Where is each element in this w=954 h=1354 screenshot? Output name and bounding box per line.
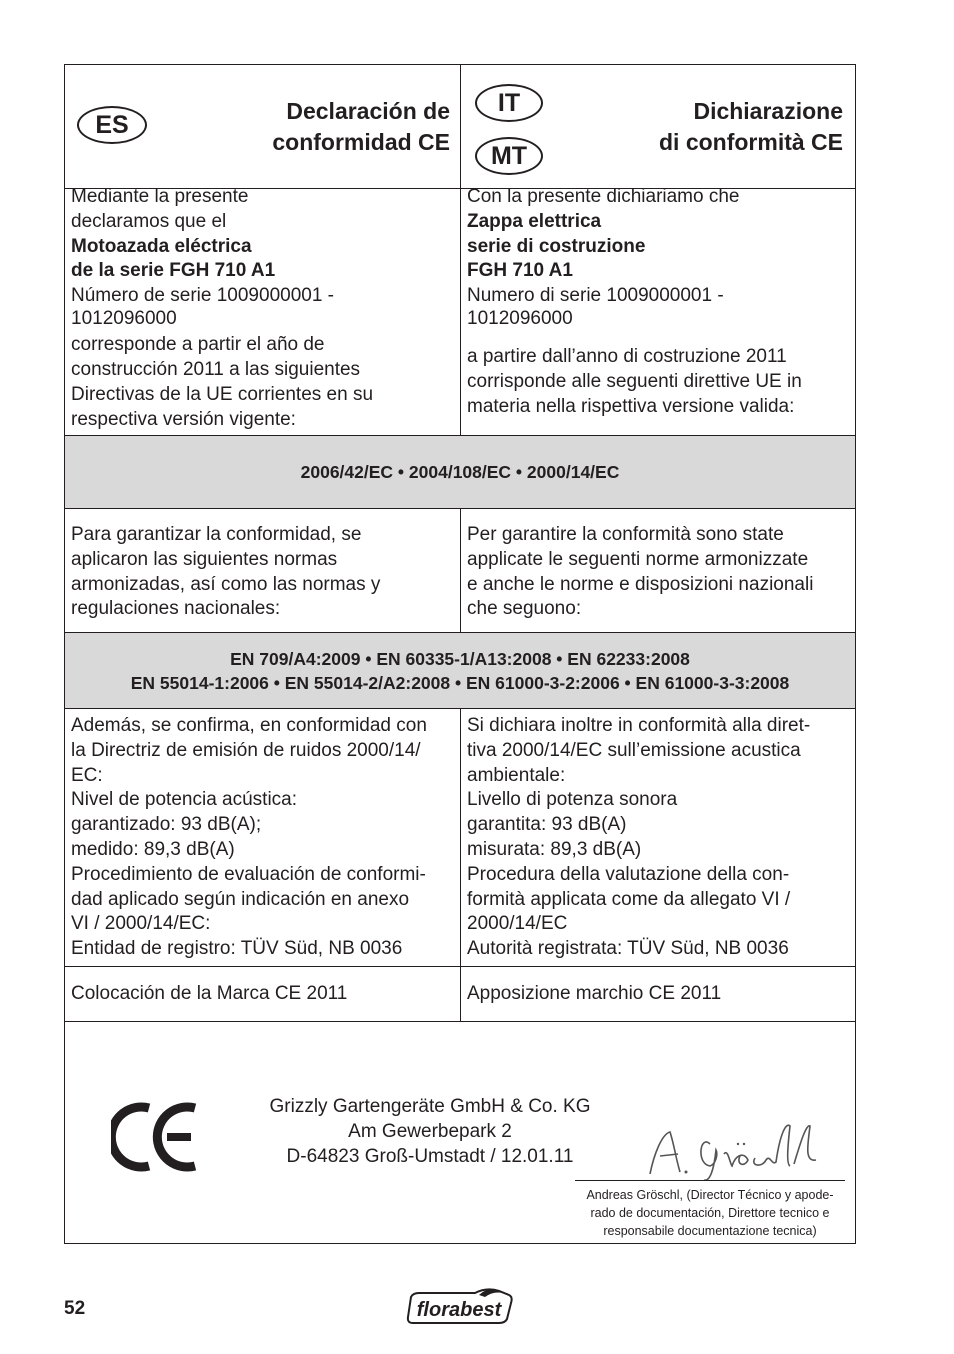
intro-it-line: Con la presente dichiariamo che bbox=[467, 186, 740, 207]
intro-row bbox=[65, 186, 855, 436]
noise-it-line: misurata: 89,3 dB(A) bbox=[467, 838, 642, 860]
ce-mark-row bbox=[65, 967, 855, 1022]
lang-badge-mt: MT bbox=[475, 137, 543, 175]
intro-es-rest: respectiva versión vigente: bbox=[71, 408, 296, 430]
florabest-logo bbox=[405, 1287, 515, 1325]
ce-mark-it bbox=[461, 967, 855, 1021]
noise-it bbox=[461, 709, 855, 966]
norms-intro-es-line: aplicaron las siguientes normas bbox=[71, 548, 338, 570]
ce-mark-it-text: Apposizione marchio CE 2011 bbox=[467, 983, 722, 1004]
norms-intro-es-line: regulaciones nacionales: bbox=[71, 598, 281, 620]
intro-es-line: Mediante la presente bbox=[71, 186, 249, 207]
florabest-logo-shape bbox=[405, 1287, 515, 1325]
title-it-line-2: di conformità CE bbox=[658, 129, 843, 155]
noise-it-line: ambientale: bbox=[467, 764, 566, 786]
intro-it bbox=[461, 186, 855, 435]
intro-es-rest: corresponde a partir el año de bbox=[71, 334, 325, 356]
norms-intro-it-line: e anche le norme e disposizioni nazionali bbox=[467, 573, 814, 595]
noise-it-line: Si dichiara inoltre in conformità alla diret- bbox=[467, 715, 811, 736]
norms-intro-es bbox=[65, 509, 461, 632]
brand-name: florabest bbox=[416, 1299, 502, 1321]
noise-es-line: Procedimiento de evaluación de conformi- bbox=[71, 863, 426, 885]
title-es-line-1: Declaración de bbox=[286, 98, 450, 124]
noise-es-line: garantizado: 93 dB(A); bbox=[71, 814, 262, 836]
noise-it-line: Autorità registrata: TÜV Süd, NB 0036 bbox=[467, 938, 789, 960]
norms-intro-it bbox=[461, 509, 855, 632]
noise-it-line: 2000/14/EC bbox=[467, 913, 568, 935]
norms-intro-it-line: applicate le seguenti norme armonizzate bbox=[467, 548, 809, 570]
noise-es-line: medido: 89,3 dB(A) bbox=[71, 838, 235, 860]
noise-it-line: garantita: 93 dB(A) bbox=[467, 814, 627, 836]
noise-es-line: Nivel de potencia acústica: bbox=[71, 789, 298, 811]
noise-es-line: dad aplicado según indicación en anexo bbox=[71, 888, 410, 910]
directives-list: 2006/42/EC • 2004/108/EC • 2000/14/EC bbox=[300, 462, 620, 482]
noise-it-line: Livello di potenza sonora bbox=[467, 789, 678, 811]
noise-es bbox=[65, 709, 461, 966]
serial-es: Número de serie 1009000001 - bbox=[71, 285, 335, 307]
intro-es-text bbox=[71, 185, 454, 432]
lang-badge-es: ES bbox=[77, 106, 147, 144]
signature-area bbox=[65, 1022, 855, 1243]
product-name-es: Motoazada eléctrica bbox=[71, 235, 252, 257]
title-it bbox=[659, 96, 843, 158]
serial-es-end: 1012096000 bbox=[71, 308, 177, 330]
signature-caption-line-2: rado de documentación, Direttore tecnico e bbox=[590, 1206, 830, 1220]
company-address bbox=[245, 1095, 615, 1169]
intro-es bbox=[65, 186, 461, 435]
noise-it-line: Procedura della valutazione della con- bbox=[467, 863, 790, 885]
intro-es-rest: Directivas de la UE corrientes en su bbox=[71, 383, 374, 405]
norms-line-1: EN 709/A4:2009 • EN 60335-1/A13:2008 • EN 62233:2008 bbox=[230, 649, 690, 669]
norms-line-2: EN 55014-1:2006 • EN 55014-2/A2:2008 • EN 61000-3-2:2006 • EN 61000-3-3:2008 bbox=[130, 673, 790, 693]
header-left bbox=[65, 65, 461, 188]
company-street: Am Gewerbepark 2 bbox=[348, 1120, 512, 1142]
header-right bbox=[461, 65, 855, 188]
noise-row bbox=[65, 709, 855, 967]
page-number: 52 bbox=[64, 1298, 86, 1319]
signature-caption-line-1: Andreas Gröschl, (Director Técnico y apode- bbox=[586, 1188, 834, 1202]
declaration-frame bbox=[64, 64, 856, 1244]
title-es bbox=[272, 96, 450, 158]
norms-intro-es-line: armonizadas, así como las normas y bbox=[71, 573, 381, 595]
intro-es-line: declaramos que el bbox=[71, 210, 227, 232]
norms-intro-it-line: Per garantire la conformità sono state bbox=[467, 524, 784, 545]
intro-it-text bbox=[467, 185, 849, 420]
noise-es-line: EC: bbox=[71, 764, 103, 786]
header-row bbox=[65, 65, 855, 189]
noise-es-line: la Directriz de emisión de ruidos 2000/14/ bbox=[71, 739, 421, 761]
signature-caption-line-3: responsabile documentazione tecnica) bbox=[603, 1224, 817, 1238]
intro-it-rest: a partire dall’anno di costruzione 2011 bbox=[467, 346, 787, 368]
ce-mark-es bbox=[65, 967, 461, 1021]
serial-it: Numero di serie 1009000001 - bbox=[467, 285, 724, 307]
noise-es-line: Además, se confirma, en conformidad con bbox=[71, 715, 427, 736]
product-name-it: Zappa elettrica bbox=[467, 210, 602, 232]
noise-it-line: formità applicata come da allegato VI / bbox=[467, 888, 791, 910]
signature-caption bbox=[565, 1186, 855, 1240]
norms-intro-es-line: Para garantizar la conformidad, se bbox=[71, 524, 362, 545]
intro-es-rest: construcción 2011 a las siguientes bbox=[71, 358, 361, 380]
noise-it-line: tiva 2000/14/EC sull’emissione acustica bbox=[467, 739, 801, 761]
product-series-es: de la serie FGH 710 A1 bbox=[71, 260, 276, 282]
product-series-it: serie di costruzione bbox=[467, 235, 646, 257]
product-model-it: FGH 710 A1 bbox=[467, 260, 573, 282]
intro-it-rest: corrisponde alle seguenti direttive UE in bbox=[467, 370, 802, 392]
lang-badge-it: IT bbox=[475, 84, 543, 122]
noise-es-line: VI / 2000/14/EC: bbox=[71, 913, 211, 935]
company-city-date: D-64823 Groß-Umstadt / 12.01.11 bbox=[286, 1145, 574, 1167]
directives-row bbox=[65, 436, 855, 509]
norms-intro-row bbox=[65, 509, 855, 633]
noise-es-line: Entidad de registro: TÜV Süd, NB 0036 bbox=[71, 938, 403, 960]
norms-row bbox=[65, 633, 855, 709]
title-es-line-2: conformidad CE bbox=[272, 129, 450, 155]
handwritten-signature bbox=[640, 1114, 830, 1184]
intro-it-rest: materia nella rispettiva versione valida: bbox=[467, 395, 795, 417]
signature-line bbox=[575, 1180, 845, 1181]
company-name: Grizzly Gartengeräte GmbH & Co. KG bbox=[269, 1096, 591, 1117]
serial-it-end: 1012096000 bbox=[467, 308, 573, 330]
norms-intro-it-line: che seguono: bbox=[467, 598, 582, 620]
ce-mark-es-text: Colocación de la Marca CE 2011 bbox=[71, 983, 348, 1004]
ce-logo bbox=[111, 1102, 201, 1172]
title-it-line-1: Dichiarazione bbox=[693, 98, 843, 124]
